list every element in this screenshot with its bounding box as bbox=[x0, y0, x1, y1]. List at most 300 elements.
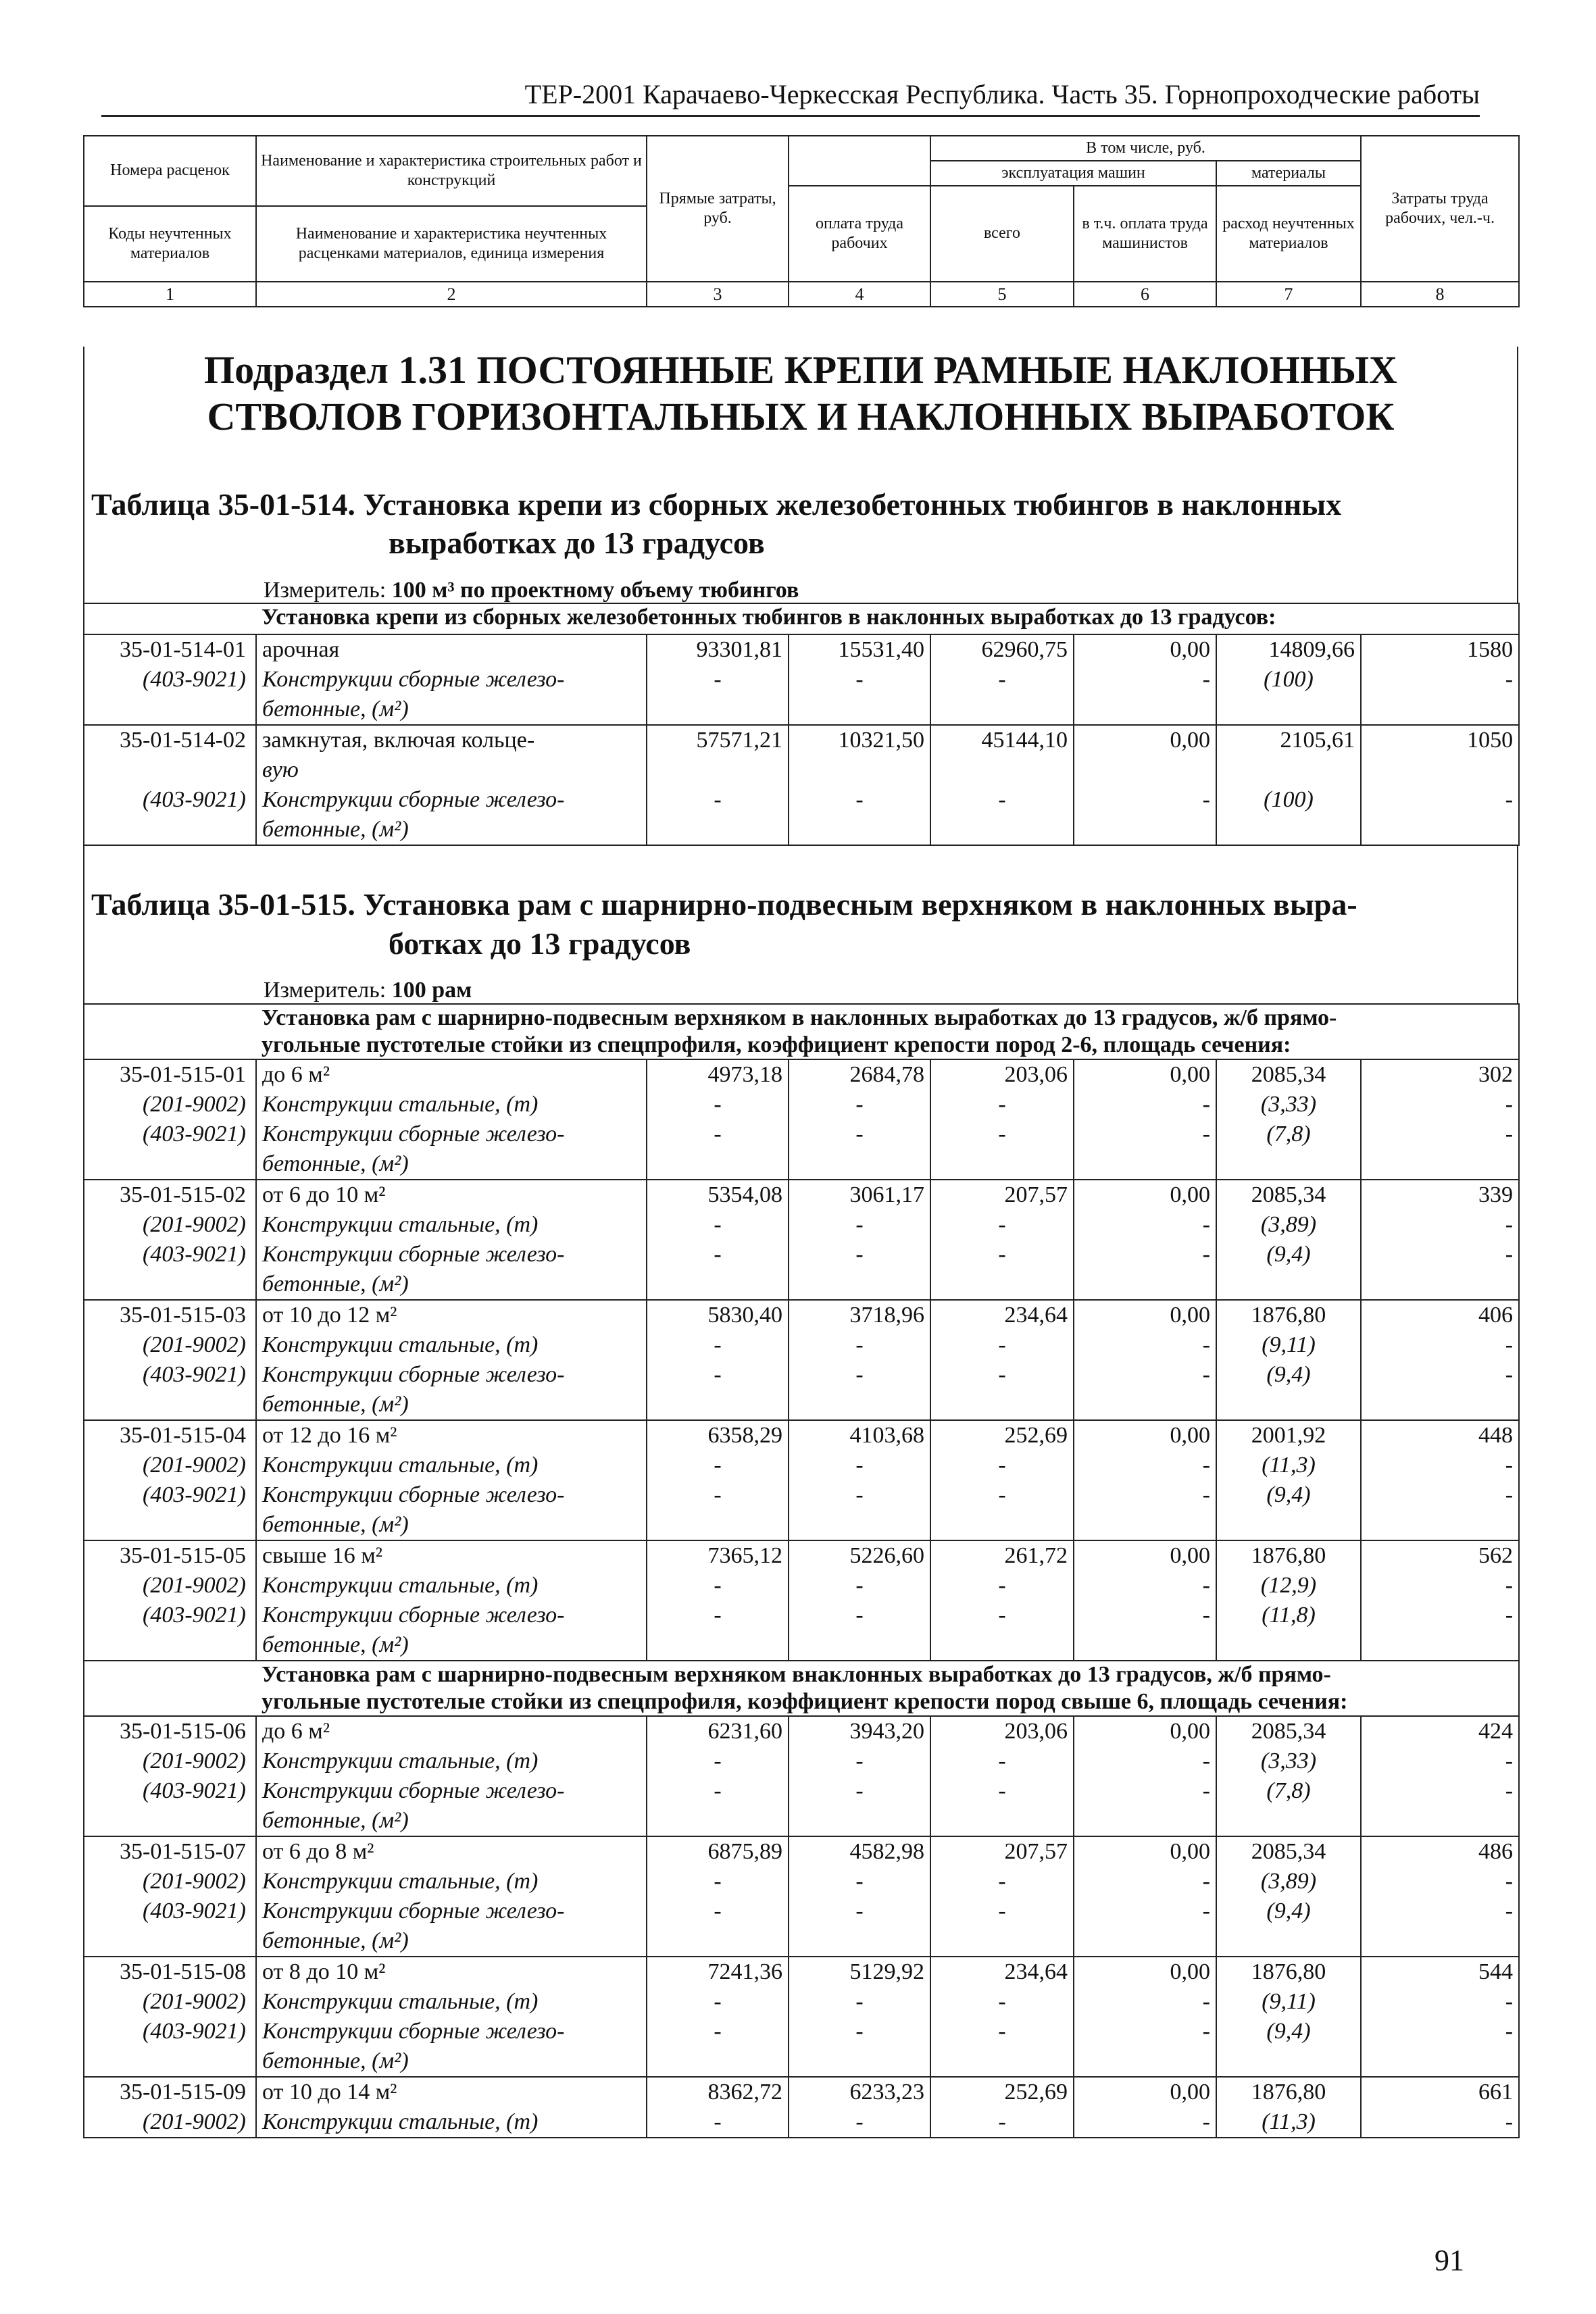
cell-direct: - bbox=[647, 1240, 789, 1269]
cell-machines-wage bbox=[1074, 1390, 1216, 1420]
col-num: 7 bbox=[1216, 282, 1361, 307]
table-row bbox=[84, 1716, 1519, 1746]
cell-materials: (7,8) bbox=[1216, 1776, 1361, 1806]
page-header bbox=[101, 74, 1480, 117]
table-row bbox=[84, 1480, 1519, 1510]
cell-wage: 5226,60 bbox=[789, 1540, 930, 1571]
col-machines-wage: в т.ч. оплата труда машинистов bbox=[1074, 186, 1216, 282]
cell-machines bbox=[930, 1806, 1074, 1836]
col-num: 2 bbox=[256, 282, 647, 307]
cell-machines bbox=[930, 815, 1074, 845]
cell-name: Конструкции сборные железо- bbox=[256, 665, 647, 695]
cell-wage: 10321,50 bbox=[789, 725, 930, 755]
cell-machines bbox=[930, 695, 1074, 725]
cell-direct: 5830,40 bbox=[647, 1300, 789, 1330]
cell-materials: (100) bbox=[1216, 665, 1361, 695]
meter-label: Измеритель: bbox=[264, 978, 386, 1003]
cell-name: от 8 до 10 м² bbox=[256, 1957, 647, 1987]
cell-code: (403-9021) bbox=[84, 1360, 256, 1390]
cell-direct bbox=[647, 1630, 789, 1661]
cell-labor: - bbox=[1361, 665, 1519, 695]
cell-labor bbox=[1361, 815, 1519, 845]
cell-code: (403-9021) bbox=[84, 785, 256, 815]
table-row bbox=[84, 1240, 1519, 1269]
cell-code: (201-9002) bbox=[84, 1867, 256, 1896]
cell-direct: - bbox=[647, 1987, 789, 2017]
cell-wage: - bbox=[789, 1330, 930, 1360]
cell-materials bbox=[1216, 695, 1361, 725]
cell-labor bbox=[1361, 1269, 1519, 1300]
cell-wage: - bbox=[789, 1451, 930, 1480]
cell-materials bbox=[1216, 2046, 1361, 2077]
cell-direct: 8362,72 bbox=[647, 2077, 789, 2107]
cell-materials bbox=[1216, 1269, 1361, 1300]
cell-direct: - bbox=[647, 1480, 789, 1510]
cell-labor: - bbox=[1361, 2017, 1519, 2046]
cell-machines-wage: - bbox=[1074, 1090, 1216, 1120]
cell-name: Конструкции сборные железо- bbox=[256, 785, 647, 815]
table-row bbox=[84, 1090, 1519, 1120]
col-code-top: Номера расценок bbox=[84, 136, 256, 206]
table-row bbox=[84, 755, 1519, 785]
cell-materials: 2105,61 bbox=[1216, 725, 1361, 755]
cell-machines-wage: 0,00 bbox=[1074, 1420, 1216, 1451]
cell-machines-wage: 0,00 bbox=[1074, 1180, 1216, 1210]
table-514-meter bbox=[84, 578, 1517, 603]
cell-wage: 3943,20 bbox=[789, 1716, 930, 1746]
cell-name: Конструкции стальные, (т) bbox=[256, 1571, 647, 1601]
cell-name: бетонные, (м²) bbox=[256, 815, 647, 845]
cell-materials: (3,89) bbox=[1216, 1867, 1361, 1896]
cell-direct: 6231,60 bbox=[647, 1716, 789, 1746]
table-514 bbox=[83, 603, 1520, 846]
cell-code bbox=[84, 1630, 256, 1661]
cell-direct: - bbox=[647, 1120, 789, 1149]
cell-code: 35-01-515-06 bbox=[84, 1716, 256, 1746]
cell-code: (403-9021) bbox=[84, 665, 256, 695]
cell-materials: 1876,80 bbox=[1216, 1300, 1361, 1330]
cell-wage: - bbox=[789, 1987, 930, 2017]
cell-materials bbox=[1216, 1510, 1361, 1540]
cell-direct: - bbox=[647, 1210, 789, 1240]
group-heading-row bbox=[84, 1004, 1519, 1059]
cell-code: (201-9002) bbox=[84, 1451, 256, 1480]
cell-labor: - bbox=[1361, 1210, 1519, 1240]
cell-materials: 2085,34 bbox=[1216, 1180, 1361, 1210]
cell-name: Конструкции сборные железо- bbox=[256, 1480, 647, 1510]
cell-wage bbox=[789, 1269, 930, 1300]
cell-direct bbox=[647, 1390, 789, 1420]
cell-wage: - bbox=[789, 1240, 930, 1269]
cell-wage: - bbox=[789, 1480, 930, 1510]
table-row bbox=[84, 1867, 1519, 1896]
col-num: 6 bbox=[1074, 282, 1216, 307]
cell-materials bbox=[1216, 815, 1361, 845]
cell-labor: - bbox=[1361, 1867, 1519, 1896]
cell-labor: - bbox=[1361, 2107, 1519, 2138]
cell-wage: 3718,96 bbox=[789, 1300, 930, 1330]
cell-code bbox=[84, 1926, 256, 1957]
cell-machines-wage: - bbox=[1074, 1571, 1216, 1601]
table-515 bbox=[83, 1003, 1520, 2138]
cell-machines: - bbox=[930, 1090, 1074, 1120]
cell-machines-wage: 0,00 bbox=[1074, 1836, 1216, 1867]
cell-name: от 6 до 8 м² bbox=[256, 1836, 647, 1867]
cell-labor bbox=[1361, 2046, 1519, 2077]
cell-name: Конструкции стальные, (т) bbox=[256, 1746, 647, 1776]
cell-direct: - bbox=[647, 1360, 789, 1390]
col-name-top: Наименование и характеристика строительных работ и конструкций bbox=[256, 136, 647, 206]
cell-materials: (9,4) bbox=[1216, 1896, 1361, 1926]
cell-code: (403-9021) bbox=[84, 1240, 256, 1269]
table-row bbox=[84, 815, 1519, 845]
cell-code bbox=[84, 815, 256, 845]
cell-wage bbox=[789, 1806, 930, 1836]
cell-materials: 1876,80 bbox=[1216, 1957, 1361, 1987]
cell-machines-wage: - bbox=[1074, 1746, 1216, 1776]
table-row bbox=[84, 634, 1519, 665]
cell-wage: 6233,23 bbox=[789, 2077, 930, 2107]
cell-direct: - bbox=[647, 2017, 789, 2046]
cell-name: Конструкции сборные железо- bbox=[256, 1240, 647, 1269]
cell-materials: 14809,66 bbox=[1216, 634, 1361, 665]
cell-wage: - bbox=[789, 1571, 930, 1601]
section-title-line: Подраздел 1.31 ПОСТОЯННЫЕ КРЕПИ РАМНЫЕ НАКЛОННЫХ bbox=[204, 347, 1397, 392]
cell-code: (201-9002) bbox=[84, 1571, 256, 1601]
table-row bbox=[84, 1896, 1519, 1926]
cell-labor: - bbox=[1361, 1360, 1519, 1390]
section-block bbox=[83, 347, 1518, 603]
cell-machines: 62960,75 bbox=[930, 634, 1074, 665]
table-row bbox=[84, 785, 1519, 815]
cell-direct bbox=[647, 1269, 789, 1300]
cell-name: Конструкции стальные, (т) bbox=[256, 1210, 647, 1240]
cell-machines: - bbox=[930, 1360, 1074, 1390]
cell-machines-wage: - bbox=[1074, 1896, 1216, 1926]
cell-labor: 1050 bbox=[1361, 725, 1519, 755]
cell-wage bbox=[789, 2046, 930, 2077]
cell-materials: (9,11) bbox=[1216, 1987, 1361, 2017]
table-row bbox=[84, 2017, 1519, 2046]
cell-labor bbox=[1361, 1390, 1519, 1420]
section-title bbox=[84, 347, 1517, 441]
cell-labor bbox=[1361, 1806, 1519, 1836]
cell-direct: - bbox=[647, 1451, 789, 1480]
cell-direct bbox=[647, 815, 789, 845]
table-row bbox=[84, 1987, 1519, 2017]
cell-labor bbox=[1361, 1630, 1519, 1661]
cell-labor: 302 bbox=[1361, 1059, 1519, 1090]
cell-direct bbox=[647, 1510, 789, 1540]
cell-materials: (9,4) bbox=[1216, 2017, 1361, 2046]
cell-wage bbox=[789, 1510, 930, 1540]
table-row bbox=[84, 1059, 1519, 1090]
table-row bbox=[84, 1360, 1519, 1390]
cell-materials: (9,4) bbox=[1216, 1360, 1361, 1390]
cell-name: от 10 до 12 м² bbox=[256, 1300, 647, 1330]
cell-machines: - bbox=[930, 2017, 1074, 2046]
cell-materials: 1876,80 bbox=[1216, 2077, 1361, 2107]
table-row bbox=[84, 2107, 1519, 2138]
cell-wage: - bbox=[789, 1210, 930, 1240]
table-row bbox=[84, 1330, 1519, 1360]
cell-machines: - bbox=[930, 1210, 1074, 1240]
cell-direct: - bbox=[647, 1867, 789, 1896]
cell-labor: 339 bbox=[1361, 1180, 1519, 1210]
cell-code: (403-9021) bbox=[84, 1480, 256, 1510]
cell-labor: 486 bbox=[1361, 1836, 1519, 1867]
cell-labor: - bbox=[1361, 1896, 1519, 1926]
cell-labor: - bbox=[1361, 785, 1519, 815]
group-heading-line: угольные пустотелые стойки из спецпрофиля, коэффициент крепости пород свыше 6, площадь сечения: bbox=[261, 1688, 1348, 1714]
section-title-line: СТВОЛОВ ГОРИЗОНТАЛЬНЫХ И НАКЛОННЫХ ВЫРАБОТОК bbox=[207, 395, 1395, 439]
cell-materials: 2085,34 bbox=[1216, 1716, 1361, 1746]
cell-code: (403-9021) bbox=[84, 1776, 256, 1806]
cell-machines-wage: - bbox=[1074, 665, 1216, 695]
cell-wage: - bbox=[789, 2017, 930, 2046]
cell-name: бетонные, (м²) bbox=[256, 2046, 647, 2077]
cell-machines-wage bbox=[1074, 1630, 1216, 1661]
col-direct-costs: Прямые затраты, руб. bbox=[647, 136, 789, 282]
col-materials-unaccounted: расход неучтенных материалов bbox=[1216, 186, 1361, 282]
cell-name: бетонные, (м²) bbox=[256, 695, 647, 725]
cell-labor: - bbox=[1361, 1240, 1519, 1269]
cell-wage bbox=[789, 1149, 930, 1180]
cell-name: Конструкции стальные, (т) bbox=[256, 1987, 647, 2017]
cell-wage: - bbox=[789, 1746, 930, 1776]
cell-name: Конструкции сборные железо- bbox=[256, 1120, 647, 1149]
cell-machines: 234,64 bbox=[930, 1957, 1074, 1987]
cell-machines: - bbox=[930, 1330, 1074, 1360]
cell-direct: 6358,29 bbox=[647, 1420, 789, 1451]
cell-wage: - bbox=[789, 1360, 930, 1390]
cell-name: вую bbox=[256, 755, 647, 785]
table-row bbox=[84, 1957, 1519, 1987]
cell-direct: 7241,36 bbox=[647, 1957, 789, 1987]
cell-wage: 3061,17 bbox=[789, 1180, 930, 1210]
col-num: 4 bbox=[789, 282, 930, 307]
cell-code: (201-9002) bbox=[84, 1987, 256, 2017]
table-row bbox=[84, 1180, 1519, 1210]
cell-direct: 4973,18 bbox=[647, 1059, 789, 1090]
cell-machines: - bbox=[930, 1120, 1074, 1149]
cell-materials: 1876,80 bbox=[1216, 1540, 1361, 1571]
table-row bbox=[84, 1571, 1519, 1601]
cell-direct: - bbox=[647, 1330, 789, 1360]
table-row bbox=[84, 1210, 1519, 1240]
cell-machines: 252,69 bbox=[930, 1420, 1074, 1451]
cell-labor: 544 bbox=[1361, 1957, 1519, 1987]
cell-wage: 2684,78 bbox=[789, 1059, 930, 1090]
col-num: 8 bbox=[1361, 282, 1519, 307]
cell-materials bbox=[1216, 755, 1361, 785]
cell-name: бетонные, (м²) bbox=[256, 1510, 647, 1540]
cell-machines: - bbox=[930, 665, 1074, 695]
table-515-meter bbox=[84, 978, 1517, 1003]
cell-code: 35-01-515-05 bbox=[84, 1540, 256, 1571]
cell-direct: 5354,08 bbox=[647, 1180, 789, 1210]
col-num: 5 bbox=[930, 282, 1074, 307]
table-row bbox=[84, 2046, 1519, 2077]
group-heading-line: Установка рам с шарнирно-подвесным верхняком в наклонных выработках до 13 градусов, ж/б прямо- bbox=[261, 1005, 1337, 1030]
cell-labor: - bbox=[1361, 1571, 1519, 1601]
cell-wage: - bbox=[789, 1896, 930, 1926]
cell-machines: - bbox=[930, 1451, 1074, 1480]
table-row bbox=[84, 1269, 1519, 1300]
table-row bbox=[84, 1149, 1519, 1180]
cell-direct bbox=[647, 1806, 789, 1836]
cell-machines-wage: 0,00 bbox=[1074, 725, 1216, 755]
table-title-line: Таблица 35-01-515. Установка рам с шарнирно-подвесным верхняком в наклонных выра- bbox=[91, 887, 1357, 922]
cell-code: 35-01-514-01 bbox=[84, 634, 256, 665]
cell-machines: 203,06 bbox=[930, 1059, 1074, 1090]
cell-machines bbox=[930, 1926, 1074, 1957]
cell-labor: 406 bbox=[1361, 1300, 1519, 1330]
cell-name: бетонные, (м²) bbox=[256, 1630, 647, 1661]
col-num: 1 bbox=[84, 282, 256, 307]
cell-machines: 207,57 bbox=[930, 1180, 1074, 1210]
cell-code: 35-01-515-07 bbox=[84, 1836, 256, 1867]
cell-wage: - bbox=[789, 785, 930, 815]
cell-machines bbox=[930, 2046, 1074, 2077]
cell-machines-wage: - bbox=[1074, 1240, 1216, 1269]
cell-machines bbox=[930, 755, 1074, 785]
table-row bbox=[84, 665, 1519, 695]
col-wage: оплата труда рабочих bbox=[789, 186, 930, 282]
cell-name: Конструкции стальные, (т) bbox=[256, 2107, 647, 2138]
cell-machines: - bbox=[930, 1601, 1074, 1630]
cell-labor: - bbox=[1361, 1330, 1519, 1360]
cell-labor: - bbox=[1361, 1451, 1519, 1480]
group-heading-line: Установка рам с шарнирно-подвесным верхняком внаклонных выработках до 13 градусов, ж/б прямо- bbox=[261, 1661, 1331, 1687]
col-machines: эксплуатация машин bbox=[930, 161, 1216, 186]
cell-name: от 10 до 14 м² bbox=[256, 2077, 647, 2107]
cell-code: 35-01-515-09 bbox=[84, 2077, 256, 2107]
col-code-bottom: Коды неучтенных материалов bbox=[84, 206, 256, 282]
cell-machines: - bbox=[930, 2107, 1074, 2138]
group-heading-row bbox=[84, 1661, 1519, 1716]
cell-wage: - bbox=[789, 665, 930, 695]
cell-machines-wage bbox=[1074, 815, 1216, 845]
table-title-line: ботках до 13 градусов bbox=[389, 926, 691, 961]
cell-machines: 252,69 bbox=[930, 2077, 1074, 2107]
cell-code: 35-01-515-03 bbox=[84, 1300, 256, 1330]
cell-direct bbox=[647, 1926, 789, 1957]
table-row bbox=[84, 695, 1519, 725]
cell-labor: - bbox=[1361, 1746, 1519, 1776]
cell-labor bbox=[1361, 1926, 1519, 1957]
cell-machines-wage: - bbox=[1074, 1867, 1216, 1896]
meter-value: 100 рам bbox=[391, 978, 472, 1003]
table-title-line: Таблица 35-01-514. Установка крепи из сборных железобетонных тюбингов в наклонных bbox=[91, 486, 1342, 522]
cell-name: замкнутая, включая кольце- bbox=[256, 725, 647, 755]
cell-machines-wage bbox=[1074, 1806, 1216, 1836]
cell-wage bbox=[789, 755, 930, 785]
cell-machines: 203,06 bbox=[930, 1716, 1074, 1746]
cell-machines-wage: - bbox=[1074, 1776, 1216, 1806]
cell-materials: (12,9) bbox=[1216, 1571, 1361, 1601]
cell-labor: - bbox=[1361, 1090, 1519, 1120]
meter-value: 100 м³ по проектному объему тюбингов bbox=[391, 577, 799, 603]
cell-machines: - bbox=[930, 785, 1074, 815]
table-row bbox=[84, 1806, 1519, 1836]
cell-machines-wage: - bbox=[1074, 1210, 1216, 1240]
cell-labor: - bbox=[1361, 1120, 1519, 1149]
cell-labor: - bbox=[1361, 1480, 1519, 1510]
col-machines-total: всего bbox=[930, 186, 1074, 282]
cell-machines: - bbox=[930, 1571, 1074, 1601]
cell-labor bbox=[1361, 755, 1519, 785]
cell-machines-wage bbox=[1074, 1149, 1216, 1180]
cell-code bbox=[84, 695, 256, 725]
cell-labor bbox=[1361, 695, 1519, 725]
cell-materials: 2085,34 bbox=[1216, 1059, 1361, 1090]
cell-name: арочная bbox=[256, 634, 647, 665]
cell-materials: (9,4) bbox=[1216, 1240, 1361, 1269]
cell-materials: (11,8) bbox=[1216, 1601, 1361, 1630]
table-row bbox=[84, 1630, 1519, 1661]
cell-labor: 661 bbox=[1361, 2077, 1519, 2107]
table-title-line: выработках до 13 градусов bbox=[389, 526, 765, 561]
cell-wage: 4103,68 bbox=[789, 1420, 930, 1451]
cell-materials: (9,11) bbox=[1216, 1330, 1361, 1360]
cell-materials: (11,3) bbox=[1216, 2107, 1361, 2138]
table-row bbox=[84, 1510, 1519, 1540]
cell-machines-wage: - bbox=[1074, 1360, 1216, 1390]
cell-materials: (100) bbox=[1216, 785, 1361, 815]
cell-machines-wage bbox=[1074, 2046, 1216, 2077]
cell-machines bbox=[930, 1630, 1074, 1661]
cell-machines-wage bbox=[1074, 1269, 1216, 1300]
cell-machines: - bbox=[930, 1240, 1074, 1269]
cell-machines-wage: - bbox=[1074, 1451, 1216, 1480]
cell-code: (201-9002) bbox=[84, 1090, 256, 1120]
cell-code: (201-9002) bbox=[84, 2107, 256, 2138]
cell-code: (403-9021) bbox=[84, 2017, 256, 2046]
cell-machines-wage: 0,00 bbox=[1074, 1540, 1216, 1571]
cell-direct: - bbox=[647, 785, 789, 815]
group-heading: Установка крепи из сборных железобетонных тюбингов в наклонных выработках до 13 градусов: bbox=[84, 603, 1519, 634]
page-number: 91 bbox=[1435, 2244, 1464, 2277]
cell-machines-wage: - bbox=[1074, 1987, 1216, 2017]
cell-machines: - bbox=[930, 1896, 1074, 1926]
col-including: В том числе, руб. bbox=[930, 136, 1361, 161]
cell-code: 35-01-515-02 bbox=[84, 1180, 256, 1210]
cell-code bbox=[84, 1390, 256, 1420]
cell-wage: - bbox=[789, 1120, 930, 1149]
cell-code: (403-9021) bbox=[84, 1896, 256, 1926]
cell-wage: - bbox=[789, 2107, 930, 2138]
cell-code: 35-01-515-01 bbox=[84, 1059, 256, 1090]
cell-code: 35-01-515-04 bbox=[84, 1420, 256, 1451]
cell-code bbox=[84, 2046, 256, 2077]
cell-code: (403-9021) bbox=[84, 1120, 256, 1149]
cell-direct: - bbox=[647, 1776, 789, 1806]
cell-code bbox=[84, 1269, 256, 1300]
cell-machines-wage bbox=[1074, 1510, 1216, 1540]
cell-materials bbox=[1216, 1630, 1361, 1661]
cell-direct: - bbox=[647, 1090, 789, 1120]
cell-labor: 448 bbox=[1361, 1420, 1519, 1451]
cell-name: Конструкции стальные, (т) bbox=[256, 1451, 647, 1480]
cell-name: до 6 м² bbox=[256, 1716, 647, 1746]
table-row bbox=[84, 1300, 1519, 1330]
table-515-header-block bbox=[83, 885, 1518, 1003]
table-row bbox=[84, 1926, 1519, 1957]
cell-direct: 6875,89 bbox=[647, 1836, 789, 1867]
table-row bbox=[84, 1120, 1519, 1149]
cell-materials: 2085,34 bbox=[1216, 1836, 1361, 1867]
